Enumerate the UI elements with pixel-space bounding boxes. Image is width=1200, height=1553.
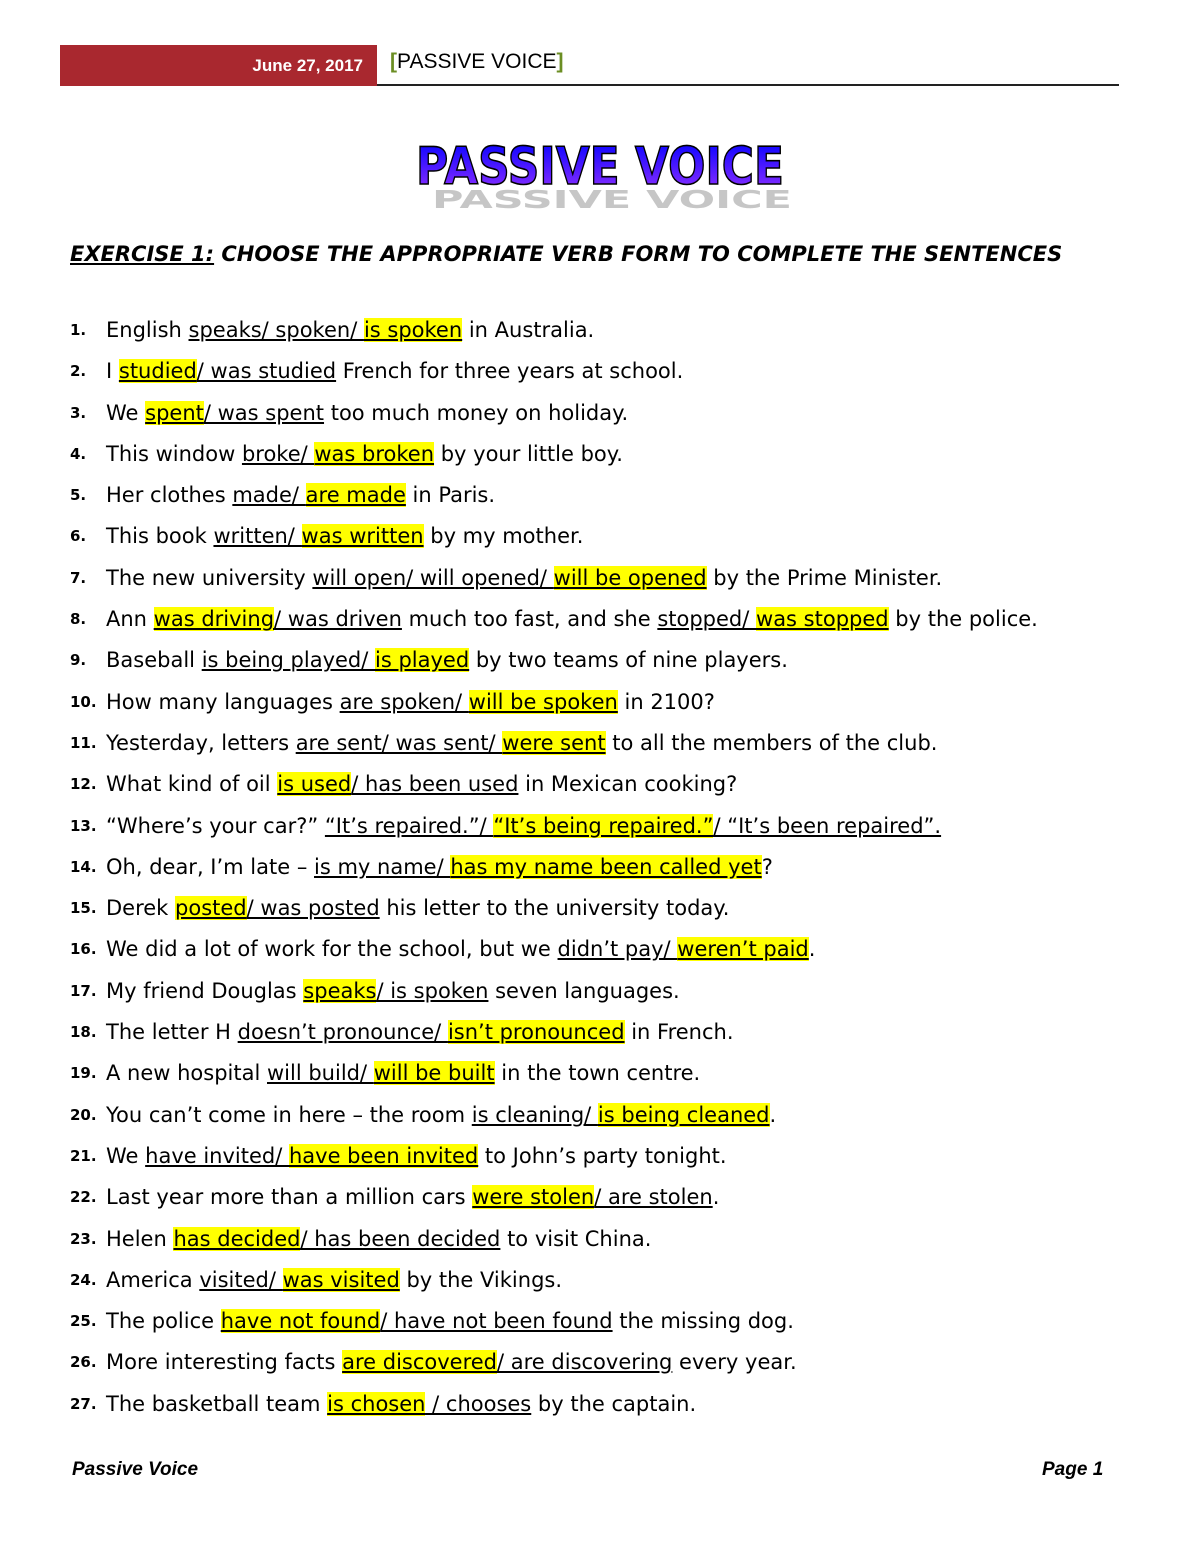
item-number: 11. [70,733,97,752]
list-item [70,1136,1130,1177]
sentence-text: English [106,318,189,342]
item-number: 26. [70,1353,97,1372]
item-number: 8. [70,610,87,629]
sentence-text: “Where’s your car?” [106,813,325,838]
item-number: 20. [70,1105,97,1124]
footer-page-number: Page 1 [1042,1459,1104,1480]
answer-highlight: isn’t pronounced [447,1020,625,1045]
answer-highlight: will be spoken [468,689,618,714]
list-item [70,640,1130,681]
sentence-text: his letter to the university today. [379,896,730,921]
list-item [70,393,1130,434]
sentence-text: in the town centre. [494,1061,701,1086]
sentence-text: by the police. [888,607,1038,632]
sentence-text: The letter H [106,1020,238,1045]
sentence-text: Baseball [106,648,202,673]
verb-option: / “It’s been repaired”. [713,813,942,838]
answer-highlight: will be opened [553,565,707,590]
item-number: 12. [70,775,97,794]
answer-highlight: have not found [220,1309,381,1334]
verb-option: / has been used [351,772,519,797]
verb-option: will build/ [267,1061,374,1086]
verb-option: broke/ [241,441,315,466]
answer-highlight: speaks [303,978,377,1003]
sentence-text: in 2100? [617,689,715,714]
header-title-text: PASSIVE VOICE [397,50,557,73]
list-item [70,929,1130,970]
list-item [70,1177,1130,1218]
verb-option: stopped/ [657,607,757,632]
verb-option: / was spent [203,400,325,425]
answer-highlight: was written [301,524,424,549]
list-item [70,475,1130,516]
verb-option: / have not been found [380,1309,613,1334]
list-item [70,1342,1130,1383]
list-item [70,1301,1130,1342]
sentence-text: by the Prime Minister. [706,565,943,590]
verb-option: have invited/ [145,1143,289,1168]
verb-option: visited/ [199,1267,283,1292]
answer-highlight: is being cleaned [597,1102,770,1127]
verb-option: is being played/ [201,648,375,673]
sentence-text: every year. [672,1350,797,1375]
passive-voice-logo [412,132,807,210]
answer-highlight: were stolen [472,1185,595,1210]
sentence-text: The basketball team [106,1391,328,1416]
sentence-text: This window [106,441,242,466]
list-item [70,1260,1130,1301]
item-number: 2. [70,362,87,381]
item-number: 1. [70,321,87,339]
verb-option: / are stolen [594,1185,713,1210]
answer-highlight: is played [375,648,470,673]
list-item [70,723,1130,764]
item-number: 16. [70,940,97,959]
list-item [70,1384,1130,1425]
exercise-label: EXERCISE 1: [70,242,215,266]
list-item [70,764,1130,805]
sentence-text: . [808,937,816,962]
sentence-text: much too fast, and she [401,607,658,632]
item-number: 15. [70,899,97,918]
item-number: 25. [70,1312,97,1331]
answer-highlight: is spoken [363,318,463,342]
header-rule [377,84,1119,86]
item-number: 6. [70,527,87,546]
sentence-text: My friend Douglas [106,978,304,1003]
item-number: 23. [70,1229,97,1248]
list-item [70,351,1130,392]
verb-option: speaks/ spoken/ [188,318,364,342]
sentence-text: in Australia. [462,318,595,342]
logo-shadow-text: PASSIVE VOICE [432,185,792,210]
sentence-text: . [769,1102,777,1127]
verb-option: / are discovering [497,1350,673,1375]
answer-highlight: will be built [373,1061,495,1086]
sentence-text: The new university [106,565,313,590]
verb-option: are sent/ was sent/ [295,730,503,755]
sentence-text: the missing dog. [612,1309,794,1334]
sentence-text: We [106,400,146,425]
list-item [70,847,1130,888]
sentence-text: What kind of oil [106,772,278,797]
verb-option: / was studied [196,359,337,384]
sentence-text: to all the members of the club. [605,730,938,755]
answer-highlight: was broken [314,441,435,466]
list-item [70,599,1130,640]
item-number: 17. [70,981,97,1000]
answer-highlight: spent [145,400,204,425]
sentence-text: I [106,359,119,384]
sentence-text: by two teams of nine players. [469,648,788,673]
verb-option: made/ [232,483,306,508]
item-number: 21. [70,1146,97,1165]
exercise-heading [70,234,1130,275]
sentence-text: by the captain. [531,1391,697,1416]
item-number: 5. [70,486,87,505]
sentence-text: by my mother. [423,524,584,549]
item-number: 22. [70,1188,97,1207]
header-title [390,50,564,74]
exercise-list [70,310,1130,1425]
sentence-text: seven languages. [488,978,680,1003]
verb-option: / chooses [425,1391,532,1416]
item-number: 18. [70,1023,97,1042]
sentence-text: This book [106,524,214,549]
item-number: 3. [70,403,87,422]
logo-text: PASSIVE VOICE [416,137,784,197]
sentence-text: America [106,1267,200,1292]
sentence-text: to visit China. [500,1226,652,1251]
sentence-text: Derek [106,896,176,921]
list-item [70,558,1130,599]
list-item [70,1053,1130,1094]
verb-option: / was posted [246,896,380,921]
verb-option: “It’s repaired.”/ [324,813,494,838]
verb-option: didn’t pay/ [557,937,678,962]
sentence-text: in Paris. [405,483,496,508]
sentence-text: Helen [106,1226,174,1251]
list-item [70,806,1130,847]
list-item [70,888,1130,929]
footer-doc-title: Passive Voice [72,1459,199,1480]
item-number: 14. [70,857,97,876]
answer-highlight: are discovered [342,1350,498,1375]
verb-option: will open/ will opened/ [312,565,554,590]
verb-option: / was driven [274,607,402,632]
list-item [70,1095,1130,1136]
sentence-text: You can’t come in here – the room [106,1102,472,1127]
answer-highlight: “It’s being repaired.” [493,813,714,838]
verb-option: / has been decided [300,1226,501,1251]
sentence-text: French for three years at school. [336,359,684,384]
item-number: 19. [70,1064,97,1083]
list-item [70,434,1130,475]
answer-highlight: were sent [502,730,606,755]
item-number: 7. [70,568,87,587]
verb-option: doesn’t pronounce/ [237,1020,448,1045]
sentence-text: More interesting facts [106,1350,343,1375]
header-date: June 27, 2017 [60,45,377,86]
sentence-text: We [106,1143,146,1168]
item-number: 9. [70,651,87,670]
sentence-text: by the Vikings. [399,1267,563,1292]
verb-option: written/ [213,524,302,549]
list-item [70,1219,1130,1260]
answer-highlight: posted [175,896,247,921]
sentence-text: to John’s party tonight. [478,1143,727,1168]
list-item [70,971,1130,1012]
sentence-text: The police [106,1309,221,1334]
sentence-text: in French. [624,1020,734,1045]
answer-highlight: was visited [282,1267,400,1292]
verb-option: are spoken/ [339,689,469,714]
sentence-text: Ann [106,607,154,632]
sentence-text: by your little boy. [434,441,623,466]
item-number: 24. [70,1270,97,1289]
verb-option: is my name/ [314,854,451,879]
answer-highlight: weren’t paid [677,937,809,962]
sentence-text: Her clothes [106,483,233,508]
answer-highlight: studied [118,359,197,384]
sentence-text: too much money on holiday. [324,400,629,425]
sentence-text: How many languages [106,689,340,714]
item-number: 13. [70,816,97,835]
list-item [70,1012,1130,1053]
item-number: 4. [70,444,87,463]
sentence-text: A new hospital [106,1061,267,1086]
item-number: 27. [70,1394,97,1413]
verb-option: is cleaning/ [471,1102,598,1127]
header-bracket-close: ] [556,50,564,73]
sentence-text: Last year more than a million cars [106,1185,473,1210]
sentence-text: . [712,1185,720,1210]
exercise-instruction: CHOOSE THE APPROPRIATE VERB FORM TO COMPLETE THE SENTENCES [214,242,1063,266]
list-item [70,310,1130,351]
item-number: 10. [70,692,97,711]
list-item [70,682,1130,723]
answer-highlight: has my name been called yet [450,854,762,879]
answer-highlight: was stopped [756,607,889,632]
answer-highlight: are made [305,483,406,508]
answer-highlight: has decided [173,1226,301,1251]
sentence-text: ? [761,854,773,879]
sentence-text: We did a lot of work for the school, but we [106,937,558,962]
list-item [70,516,1130,557]
sentence-text: in Mexican cooking? [518,772,738,797]
verb-option: / is spoken [376,978,489,1003]
answer-highlight: is chosen [327,1391,426,1416]
answer-highlight: is used [277,772,352,797]
header-bracket-open: [ [390,50,397,73]
answer-highlight: have been invited [288,1143,479,1168]
sentence-text: Oh, dear, I’m late – [106,854,315,879]
answer-highlight: was driving [153,607,275,632]
sentence-text: Yesterday, letters [106,730,296,755]
